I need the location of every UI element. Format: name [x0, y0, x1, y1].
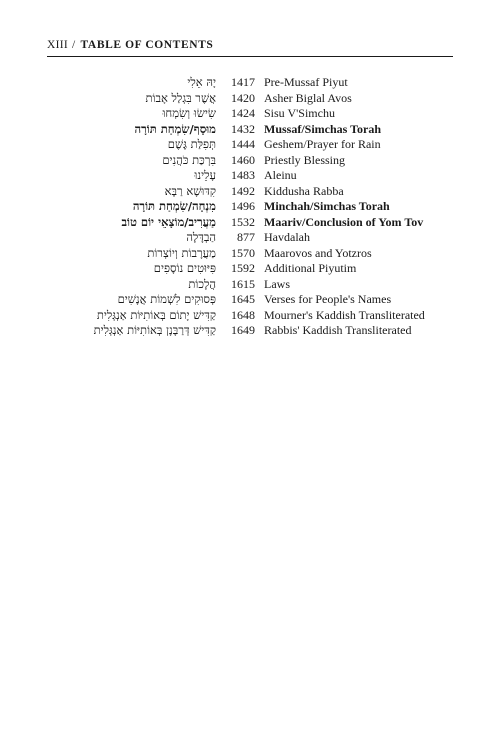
toc-page-number: 1532 — [231, 214, 255, 229]
toc-hebrew-title: פְּסוּקִים לִשְׁמוֹת אֲנָשִׁים — [117, 292, 216, 306]
toc-entry — [47, 246, 453, 262]
toc-hebrew-title: מִנְחָה/שִׂמְחַת תּוֹרָה — [132, 199, 216, 213]
toc-page-number: 1424 — [231, 106, 255, 120]
toc-english-title: Aleinu — [264, 168, 297, 182]
toc-entry — [47, 292, 453, 308]
toc-entry — [47, 75, 453, 91]
toc-entry — [47, 261, 453, 277]
toc-entry — [47, 106, 453, 122]
toc-page-number: 1570 — [231, 245, 255, 260]
toc-english-title: Kiddusha Rabba — [264, 183, 344, 198]
toc-english-title: Mourner's Kaddish Transliterated — [264, 307, 425, 322]
toc-english-title: Laws — [264, 276, 290, 291]
toc-english-title: Sisu V'Simchu — [264, 106, 335, 120]
toc-hebrew-title: שִׂישׂוּ וְשִׂמְחוּ — [162, 106, 216, 120]
header-separator: / — [72, 39, 76, 51]
toc-english-title: Asher Biglal Avos — [264, 90, 352, 105]
toc-entry — [47, 199, 453, 215]
toc-list — [47, 75, 453, 339]
toc-hebrew-title: אֲשֶׁר בִּגְלַל אָבוֹת — [145, 90, 216, 105]
toc-entry — [47, 153, 453, 169]
toc-entry — [47, 323, 453, 339]
toc-entry — [47, 215, 453, 231]
toc-entry — [47, 184, 453, 200]
toc-hebrew-title: מַעֲרָבוֹת וְיוֹצְרוֹת — [147, 245, 216, 260]
toc-hebrew-title: עָלֵינוּ — [194, 168, 216, 182]
toc-hebrew-title: קַדִּישׁ יָתוֹם בְּאוֹתִיּוֹת אַנְגְּלִית — [96, 307, 216, 322]
page-title: TABLE OF CONTENTS — [80, 39, 214, 51]
toc-english-title: Geshem/Prayer for Rain — [264, 137, 381, 151]
toc-entry — [47, 277, 453, 293]
toc-english-title: Verses for People's Names — [264, 292, 392, 306]
toc-page-number: 1648 — [231, 307, 255, 322]
toc-page-number: 1492 — [231, 183, 255, 198]
toc-page-number: 1483 — [231, 168, 255, 182]
toc-english-title: Pre-Mussaf Piyut — [264, 75, 348, 89]
toc-page-number: 1496 — [231, 199, 255, 213]
toc-hebrew-title: מַעֲרִיב/מוֹצָאֵי יוֹם טוֹב — [121, 214, 216, 229]
toc-page-number: 1420 — [231, 90, 255, 105]
toc-page-number: 877 — [237, 230, 255, 244]
toc-page-number: 1432 — [231, 121, 255, 136]
toc-hebrew-title: פִּיּוּטִים נוֹסָפִים — [153, 261, 216, 275]
toc-page-number: 1444 — [231, 137, 255, 151]
toc-english-title: Mussaf/Simchas Torah — [264, 121, 382, 136]
toc-hebrew-title: הֲלָכוֹת — [188, 276, 216, 291]
toc-page-number: 1417 — [231, 75, 255, 89]
toc-hebrew-title: יָהּ אֵלִי — [187, 75, 216, 89]
toc-hebrew-title: קִדּוּשָׁא רַבָּא — [164, 183, 216, 198]
toc-english-title: Additional Piyutim — [264, 261, 357, 275]
toc-page-number: 1615 — [231, 276, 255, 291]
toc-hebrew-title: תְּפִלַּת גֶּשֶׁם — [167, 137, 216, 151]
toc-english-title: Havdalah — [264, 230, 310, 244]
toc-english-title: Priestly Blessing — [264, 152, 346, 167]
toc-page-number: 1460 — [231, 152, 255, 167]
toc-entry — [47, 91, 453, 107]
page-numeral: XIII — [47, 39, 68, 51]
toc-hebrew-title: בִּרְכַּת כֹּהֲנִים — [162, 152, 216, 167]
toc-entry — [47, 122, 453, 138]
toc-entry — [47, 168, 453, 184]
toc-page-number: 1645 — [231, 292, 255, 306]
header-rule — [47, 56, 453, 57]
toc-entry — [47, 308, 453, 324]
toc-page-number: 1592 — [231, 261, 255, 275]
toc-page-number: 1649 — [231, 323, 255, 337]
toc-english-title: Maariv/Conclusion of Yom Tov — [264, 214, 424, 229]
toc-entry — [47, 230, 453, 246]
toc-english-title: Minchah/Simchas Torah — [264, 199, 390, 213]
toc-english-title: Rabbis' Kaddish Transliterated — [264, 323, 412, 337]
toc-hebrew-title: מוּסָף/שִׂמְחַת תּוֹרָה — [134, 121, 216, 136]
running-header — [47, 39, 453, 51]
toc-english-title: Maarovos and Yotzros — [264, 245, 372, 260]
toc-entry — [47, 137, 453, 153]
toc-hebrew-title: קַדִּישׁ דְּרַבָּנָן בְּאוֹתִיּוֹת אַנְגְּלִית — [93, 323, 216, 337]
toc-hebrew-title: הַבְדָּלָה — [186, 230, 216, 244]
